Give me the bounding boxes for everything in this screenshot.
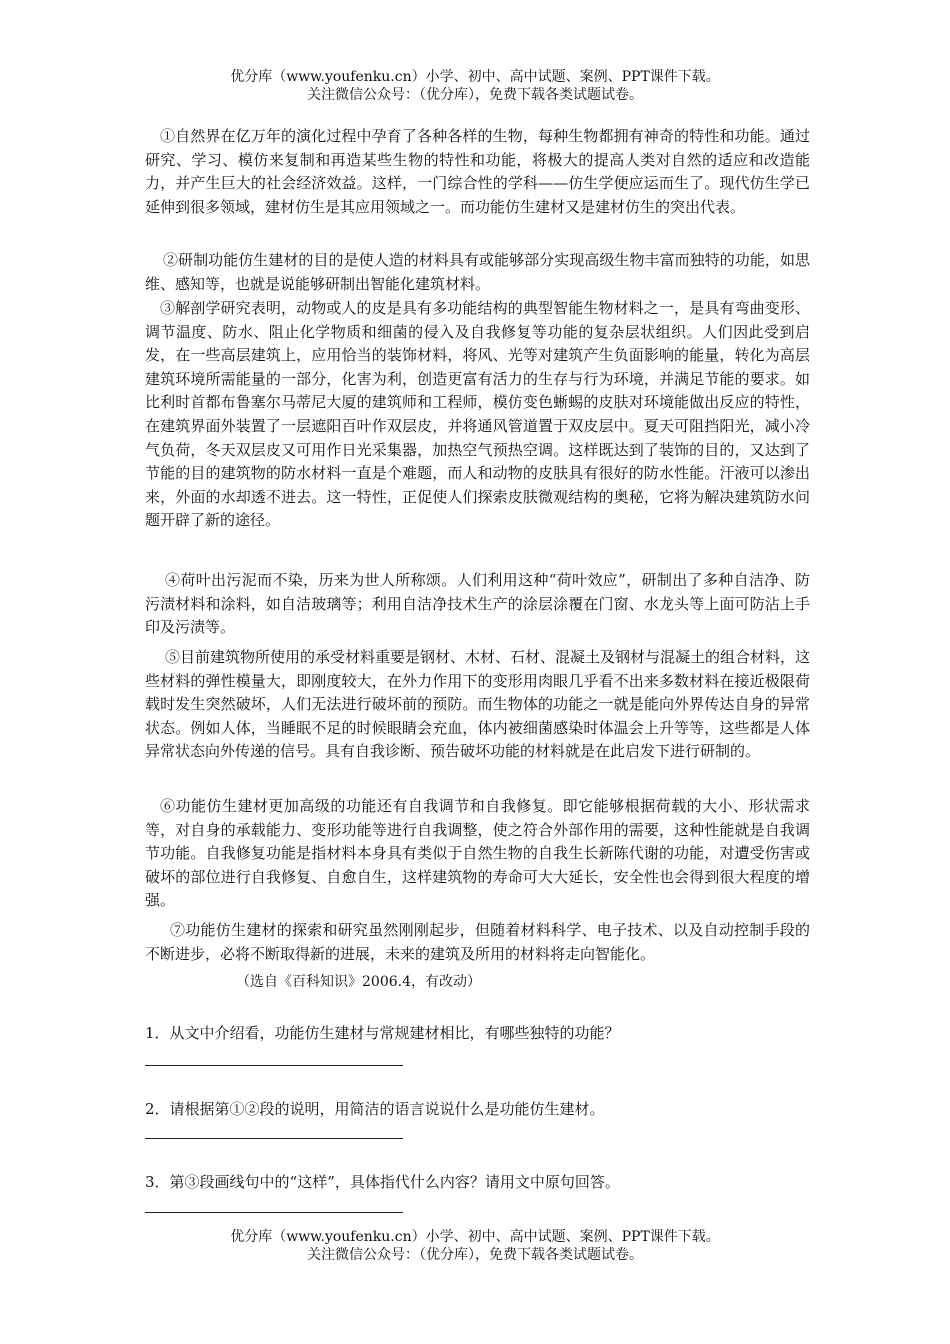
paragraph-6: ⑥功能仿生建材更加高级的功能还有自我调节和自我修复。即它能够根据荷载的大小、形状需求等，对自身的承载能力、变形功能等进行自我调整，使之符合外部作用的需要，这种性能就是自我调节功能。自我修复功能是指材料本身具有类似于自然生物的自我生长新陈代谢的功能，对遭受伤害或破坏的部位进行自我修复、自愈自生，这样建筑物的寿命可大大延长，安全性也会得到很大程度的增强。 [145, 797, 810, 910]
paragraph-1: ①自然界在亿万年的演化过程中孕育了各种各样的生物，每种生物都拥有神奇的特性和功能。通过研究、学习、模仿来复制和再造某些生物的特性和功能，将极大的提高人类对自然的适应和改造能力，并产生巨大的社会经济效益。这样，一门综合性的学科——仿生学便应运而生了。现代仿生学已延伸到很多领域，建材仿生是其应用领域之一。而功能仿生建材又是建材仿生的突出代表。 [145, 127, 810, 216]
header-line-1: 优分库（www.youfenku.cn）小学、初中、高中试题、案例、PPT课件下载。 [230, 69, 720, 85]
page-footer [0, 1228, 950, 1264]
footer-line-2: 关注微信公众号：（优分库），免费下载各类试题试卷。 [307, 1247, 643, 1263]
paragraph-2: ②研制功能仿生建材的目的是使人造的材料具有或能够部分实现高级生物丰富而独特的功能，如思维、感知等，也就是说能够研制出智能化建筑材料。 [145, 251, 810, 293]
paragraph-7: ⑦功能仿生建材的探索和研究虽然刚刚起步，但随着材料科学、电子技术、以及自动控制手段的不断进步，必将不断取得新的进展，未来的建筑及所用的材料将走向智能化。 [145, 921, 810, 963]
page-header [0, 68, 950, 104]
question-2: 2．请根据第①②段的说明，用简洁的语言说说什么是功能仿生建材。 [145, 1100, 605, 1118]
header-line-2: 关注微信公众号：（优分库），免费下载各类试题试卷。 [307, 87, 643, 103]
answer-line-1 [145, 1065, 403, 1066]
paragraph-4: ④荷叶出污泥而不染，历来为世人所称颂。人们利用这种“荷叶效应”，研制出了多种自洁净、防污渍材料和涂料，如自洁玻璃等；利用自洁净技术生产的涂层涂覆在门窗、水龙头等上面可防沾上手印及污渍等。 [145, 571, 810, 637]
article-source: （选自《百科知识》2006.4，有改动） [236, 974, 481, 990]
question-1: 1．从文中介绍看，功能仿生建材与常规建材相比，有哪些独特的功能？ [145, 1024, 620, 1042]
answer-line-2 [145, 1138, 403, 1139]
paragraph-3: ③解剖学研究表明，动物或人的皮是具有多功能结构的典型智能生物材料之一，是具有弯曲变形、调节温度、防水、阻止化学物质和细菌的侵入及自我修复等功能的复杂层状组织。人们因此受到启发，在一些高层建筑上，应用恰当的装饰材料，将风、光等对建筑产生负面影响的能量，转化为高层建筑环境所需能量的一部分，化害为利，创造更富有活力的生存与行为环境，并满足节能的要求。如比利时首都布鲁塞尔马蒂尼大厦的建筑师和工程师，模仿变色蜥蜴的皮肤对环境能做出反应的特性，在建筑界面外装置了一层遮阳百叶作双层皮，并将通风管道置于双皮层中。夏天可阻挡阳光，减小冷气负荷，冬天双层皮又可用作日光采集器，加热空气预热空调。这样既达到了装饰的目的，又达到了节能的目的建筑物的防水材料一直是个难题，而人和动物的皮肤具有很好的防水性能。汗液可以渗出来，外面的水却透不进去。这一特性，正促使人们探索皮肤微观结构的奥秘，它将为解决建筑防水问题开辟了新的途径。 [145, 299, 810, 530]
paragraph-5: ⑤目前建筑物所使用的承受材料重要是钢材、木材、石材、混凝土及钢材与混凝土的组合材料，这些材料的弹性模量大，即刚度较大，在外力作用下的变形用肉眼几乎看不出来多数材料在接近极限荷载时发生突然破坏，人们无法进行破坏前的预防。而生物体的功能之一就是能向外界传达自身的异常状态。例如人体，当睡眠不足的时候眼睛会充血，体内被细菌感染时体温会上升等等，这些都是人体异常状态向外传递的信号。具有自我诊断、预告破坏功能的材料就是在此启发下进行研制的。 [145, 648, 811, 761]
question-3: 3．第③段画线句中的“这样”，具体指代什么内容？请用文中原句回答。 [145, 1173, 620, 1191]
footer-line-1: 优分库（www.youfenku.cn）小学、初中、高中试题、案例、PPT课件下载。 [230, 1229, 720, 1245]
answer-line-3 [145, 1212, 403, 1213]
